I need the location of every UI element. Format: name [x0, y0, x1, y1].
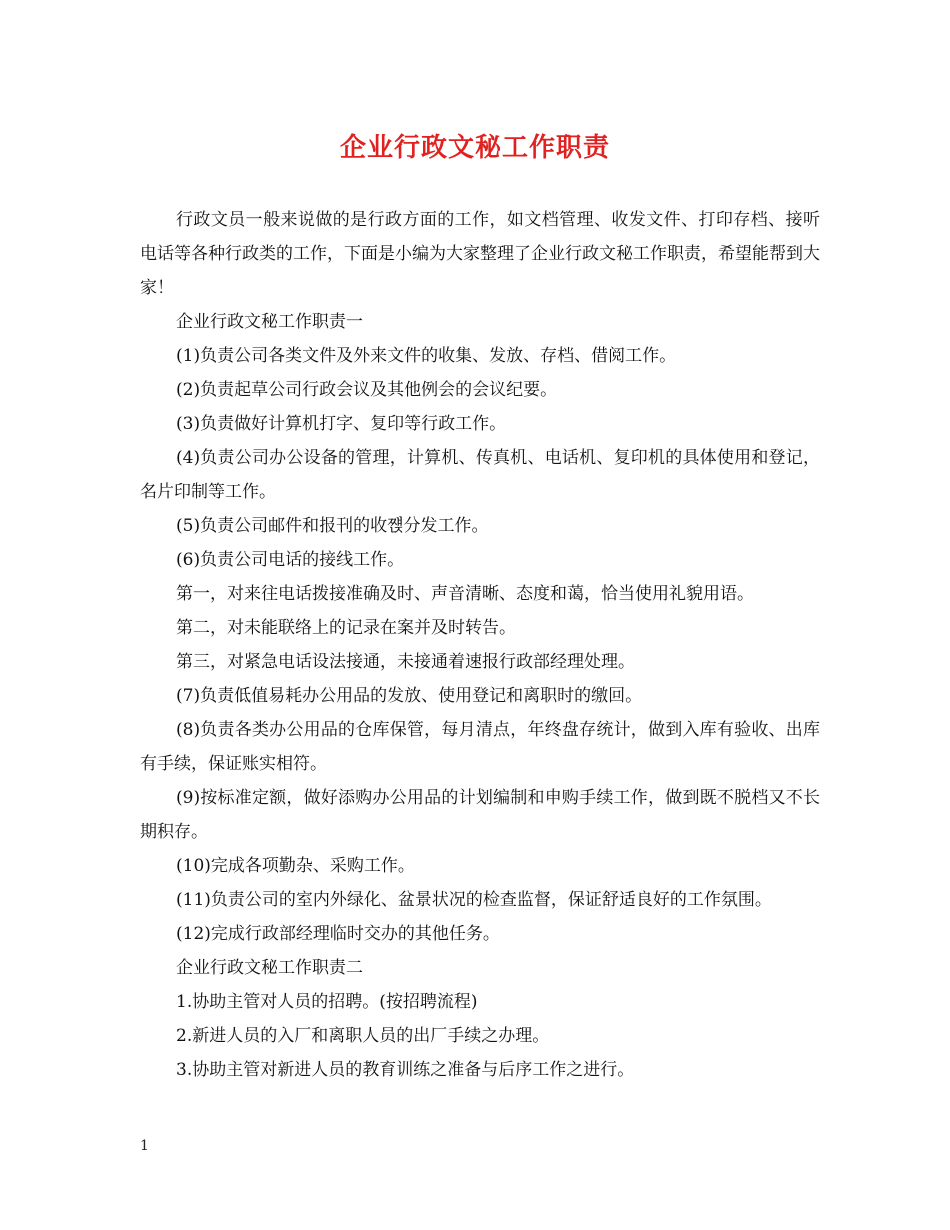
paragraph-intro: 行政文员一般来说做的是行政方面的工作，如文档管理、收发文件、打印存档、接听电话等各种行政类的工作，下面是小编为大家整理了企业行政文秘工作职责，希望能帮到大家！ — [140, 210, 820, 298]
list-item: 第二，对未能联络上的记录在案并及时转告。 — [176, 618, 516, 638]
list-item: 第一，对来往电话拨接准确及时、声音清晰、态度和蔼，恰当使用礼貌用语。 — [176, 584, 754, 604]
section-heading-2: 企业行政文秘工作职责二 — [176, 958, 363, 978]
section-heading-1: 企业行政文秘工作职责一 — [176, 312, 363, 332]
list-item: (10)完成各项勤杂、采购工作。 — [176, 856, 415, 876]
list-item: (5)负责公司邮件和报刊的收쨵分发工作。 — [176, 516, 489, 536]
list-item: (8)负责各类办公用品的仓库保管，每月清点，年终盘存统计，做到入库有验收、出库有手续，保证账实相符。 — [140, 720, 820, 774]
list-item: 1.协助主管对人员的招聘。(按招聘流程) — [176, 992, 478, 1012]
list-item: (4)负责公司办公设备的管理，计算机、传真机、电话机、复印机的具体使用和登记，名片印制等工作。 — [140, 448, 820, 502]
list-item: 3.协助主管对新进人员的教育训练之准备与后序工作之进行。 — [176, 1060, 635, 1080]
list-item: (6)负责公司电话的接线工作。 — [176, 550, 405, 570]
document-body — [140, 203, 820, 1087]
list-item: 第三，对紧急电话设法接通，未接通着速报行政部经理处理。 — [176, 652, 635, 672]
list-item: (3)负责做好计算机打字、复印等行政工作。 — [176, 414, 507, 434]
list-item: (12)完成行政部经理临时交办的其他任务。 — [176, 924, 500, 944]
page-number: 1 — [140, 1138, 149, 1154]
list-item: (9)按标准定额，做好添购办公用品的计划编制和申购手续工作，做到既不脱档又不长期积存。 — [140, 788, 820, 842]
list-item: (7)负责低值易耗办公用品的发放、使用登记和离职时的缴回。 — [176, 686, 643, 706]
list-item: (11)负责公司的室内外绿化、盆景状况的检查监督，保证舒适良好的工作氛围。 — [176, 890, 772, 910]
list-item: 2.新进人员的入厂和离职人员的出厂手续之办理。 — [176, 1026, 550, 1046]
list-item: (1)负责公司各类文件及外来文件的收集、发放、存档、借阅工作。 — [176, 346, 677, 366]
list-item: (2)负责起草公司行政会议及其他例会的会议纪要。 — [176, 380, 558, 400]
page-title: 企业行政文秘工作职责 — [339, 133, 610, 163]
